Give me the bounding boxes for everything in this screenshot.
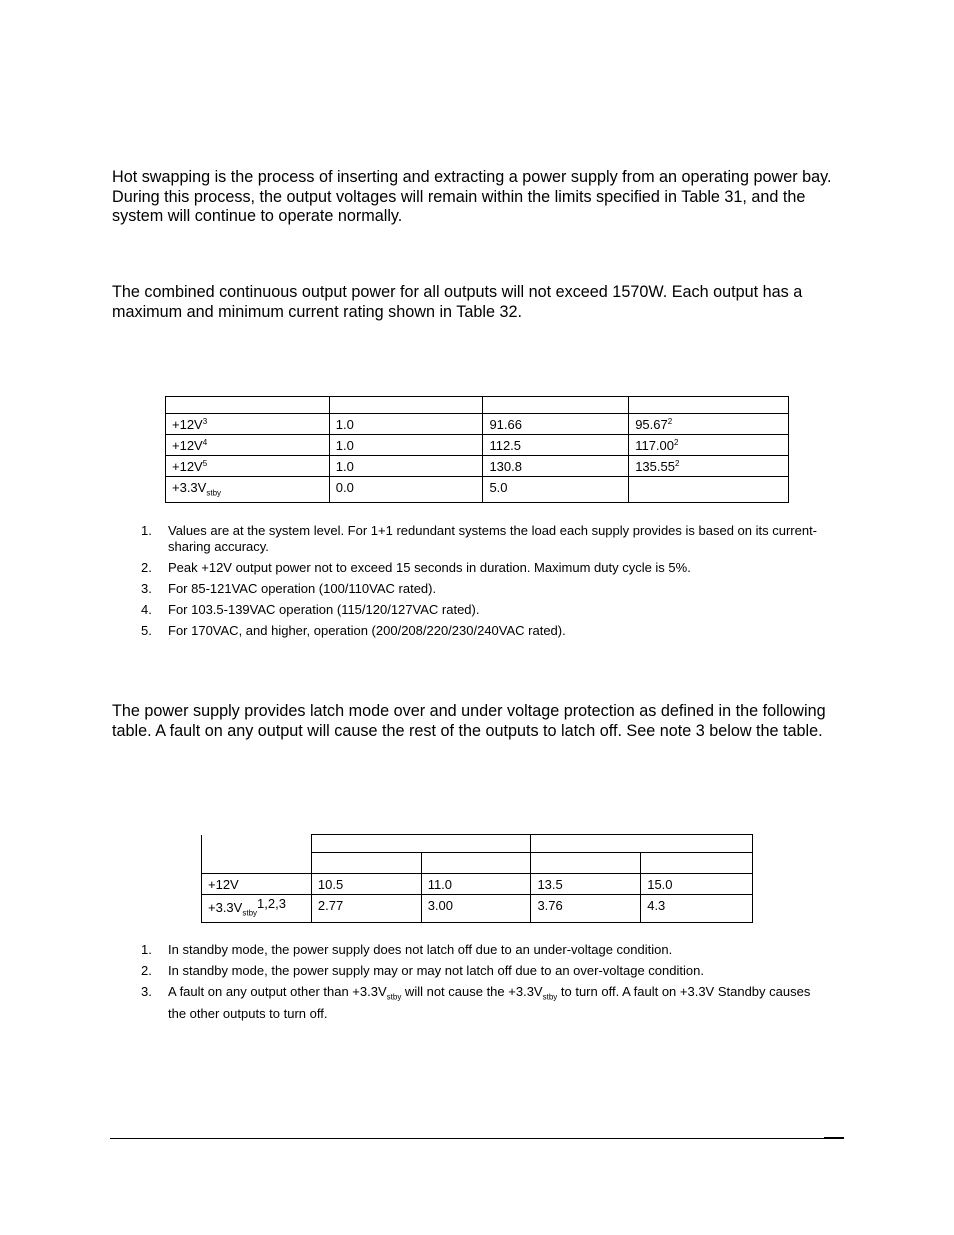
note-item: 4. For 103.5-139VAC operation (115/120/127VAC rated). xyxy=(141,602,480,617)
min-current: 1.0 xyxy=(335,459,354,474)
table-row: $+12V^4$ 1.0 112.5 117.00$^2$ xyxy=(166,435,789,456)
table-row: $+12V^3$ 1.0 91.66 95.67$^2$ xyxy=(166,414,789,435)
table-row: $+3.3V_{stby}$ 0.0 5.0 xyxy=(166,477,789,503)
voltage-protection-table xyxy=(201,834,753,923)
note-item: 1. In standby mode, the power supply does not latch off due to an under-voltage condition. xyxy=(141,942,673,957)
max-current: 112.5 xyxy=(489,438,522,453)
hot-swap-paragraph: Hot swapping is the process of inserting and extracting a power supply from an operating power bay. During this process, the output voltages will remain within the limits specified in Table 31, and the system will continue to operate normally. xyxy=(112,168,832,226)
output-label: +12V xyxy=(172,417,203,432)
uv-max: 3.00 xyxy=(427,898,453,913)
min-current: 0.0 xyxy=(335,480,354,495)
min-current: 1.0 xyxy=(335,417,354,432)
table-header-row xyxy=(166,397,789,414)
ov-max: 4.3 xyxy=(647,898,666,913)
output-label: +12V xyxy=(172,459,203,474)
max-current: 5.0 xyxy=(489,480,508,495)
protection-paragraph: The power supply provides latch mode over and under voltage protection as defined in the following table. A fault on any output will cause the rest of the outputs to latch off. See note 3 below the table. xyxy=(112,702,826,740)
uv-min: 10.5 xyxy=(317,877,344,892)
output-label: +3.3V xyxy=(208,900,243,915)
table-header-row xyxy=(202,835,753,853)
peak-current: 135.55 xyxy=(635,459,675,474)
note-item: 1. Values are at the system level. For 1+1 redundant systems the load each supply provides is based on its current-sharing accuracy. xyxy=(141,523,818,554)
uv-min: 2.77 xyxy=(317,898,344,913)
footer-mark xyxy=(824,1137,844,1139)
table-row xyxy=(202,874,753,895)
table-row: $+12V^5$ 1.0 130.8 135.55$^2$ xyxy=(166,456,789,477)
peak-current: 117.00 xyxy=(635,438,674,453)
output-label: +12V xyxy=(208,877,239,892)
note-item: 3. A fault on any output other than $+3.3V_{stby}$ will not cause the $+3.3V_{stby}$ to turn off. A fault on +3.3V Standby causes the other outputs to turn off. xyxy=(141,984,811,1021)
uv-max: 11.0 xyxy=(427,877,453,892)
max-current: 130.8 xyxy=(489,459,522,474)
current-rating-table xyxy=(165,396,789,503)
table32-notes xyxy=(112,523,832,644)
note-item: 3. For 85-121VAC operation (100/110VAC rated). xyxy=(141,581,437,596)
footer-rule xyxy=(110,1138,844,1139)
output-power-paragraph: The combined continuous output power for all outputs will not exceed 1570W. Each output has a maximum and minimum current rating shown in Table 32. xyxy=(112,283,803,321)
output-label: +12V xyxy=(172,438,203,453)
ov-min: 3.76 xyxy=(537,898,563,913)
ov-max: 15.0 xyxy=(647,877,673,892)
max-current: 91.66 xyxy=(489,417,522,432)
note-item: 2. Peak +12V output power not to exceed 15 seconds in duration. Maximum duty cycle is 5%. xyxy=(141,560,691,575)
table-row: $+3.3V_{stby}1,2,3$ 2.77 3.00 3.76 4.3 xyxy=(202,895,753,923)
note-item: 5. For 170VAC, and higher, operation (200/208/220/230/240VAC rated). xyxy=(141,623,566,638)
note-item: 2. In standby mode, the power supply may or may not latch off due to an over-voltage condition. xyxy=(141,963,704,978)
min-current: 1.0 xyxy=(335,438,354,453)
peak-current: 95.67 xyxy=(635,417,668,432)
table33-notes xyxy=(112,942,832,1027)
ov-min: 13.5 xyxy=(537,877,563,892)
output-label: +3.3V xyxy=(172,480,207,495)
